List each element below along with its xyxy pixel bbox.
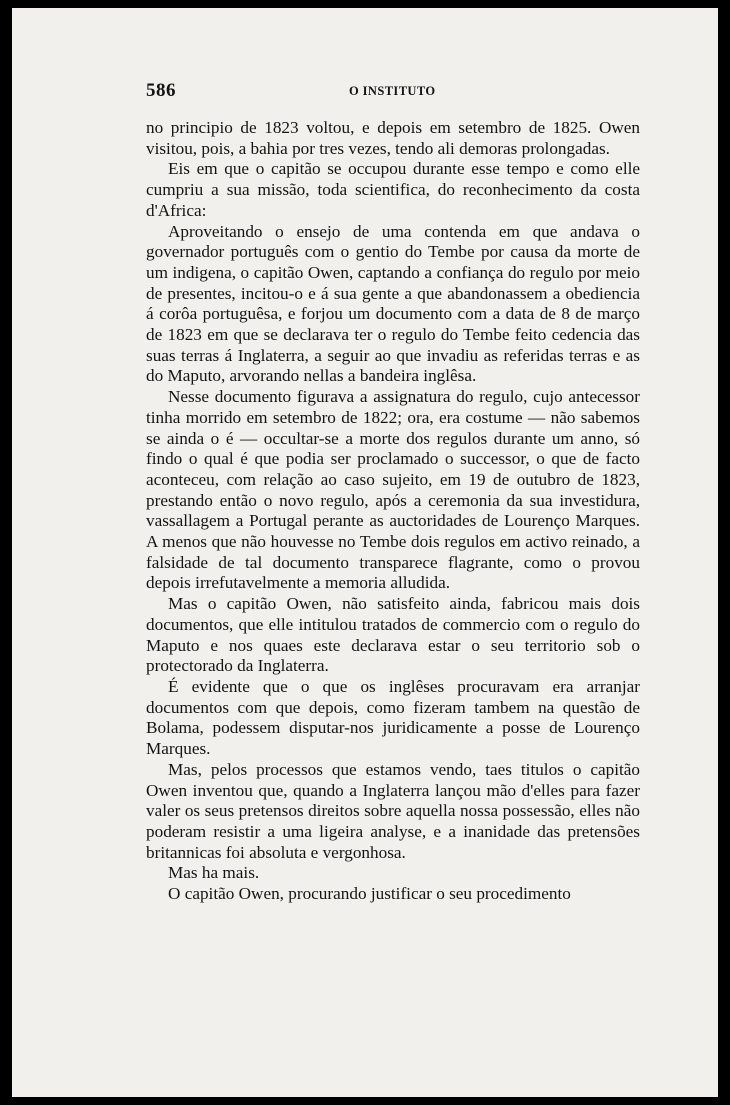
paragraph: Eis em que o capitão se occupou durante esse tempo e como elle cumpriu a sua missão, toda scientifica, do reconhecimento da costa d'Africa: [146,159,640,220]
page-number: 586 [146,80,176,101]
paragraph: O capitão Owen, procurando justificar o seu procedimento [168,884,571,904]
body-text [146,118,640,905]
paragraph: Mas o capitão Owen, não satisfeito ainda, fabricou mais dois documentos, que elle intitulou tratados de commercio com o regulo do Maputo e nos quaes este declarava estar o seu territorio sob o protectorado da Inglaterra. [146,594,640,676]
paragraph: Mas ha mais. [168,863,260,883]
paragraph: É evidente que o que os inglêses procuravam era arranjar documentos com que depois, como fizeram tambem na questão de Bolama, podessem disputar-nos juridicamente a posse de Lourenço Marques. [146,676,640,759]
book-page [12,8,718,1097]
paragraph: Mas, pelos processos que estamos vendo, taes titulos o capitão Owen inventou que, quando a Inglaterra lançou mão d'elles para fazer valer os seus pretensos direitos sobre aquella nossa possessão, elles não poderam resistir a uma ligeira analyse, e a inanidade das pretensões britannicas foi absoluta e vergonhosa. [146,759,640,862]
paragraph: no principio de 1823 voltou, e depois em setembro de 1825. Owen visitou, pois, a bahia por tres vezes, tendo ali demoras prolongadas. [146,118,640,158]
page-header [146,80,640,104]
paragraph: Aproveitando o ensejo de uma contenda em que andava o governador português com o gentio do Tembe por causa da morte de um indigena, o capitão Owen, captando a confiança do regulo por meio de presentes, incitou-o e á sua gente a que abandonassem a obediencia á corôa portuguêsa, e forjou um documento com a data de 8 de março de 1823 em que se declarava ter o regulo do Tembe feito cedencia das suas terras á Inglaterra, a seguir ao que invadiu as referidas terras e as do Maputo, arvorando nellas a bandeira inglêsa. [146,221,640,386]
paragraph: Nesse documento figurava a assignatura do regulo, cujo antecessor tinha morrido em setembro de 1822; ora, era costume — não sabemos se ainda o é — occultar-se a morte dos regulos durante um anno, só findo o qual é que podia ser proclamado o successor, o que de facto aconteceu, com relação ao caso sujeito, em 19 de outubro de 1823, prestando então o novo regulo, após a ceremonia da sua investidura, vassallagem a Portugal perante as auctoridades de Lourenço Marques. A menos que não houvesse no Tembe dois regulos em activo reinado, a falsidade de tal documento transparece flagrante, como o provou depois irrefutavelmente a memoria alludida. [146,387,640,593]
running-head: O INSTITUTO [349,84,436,98]
